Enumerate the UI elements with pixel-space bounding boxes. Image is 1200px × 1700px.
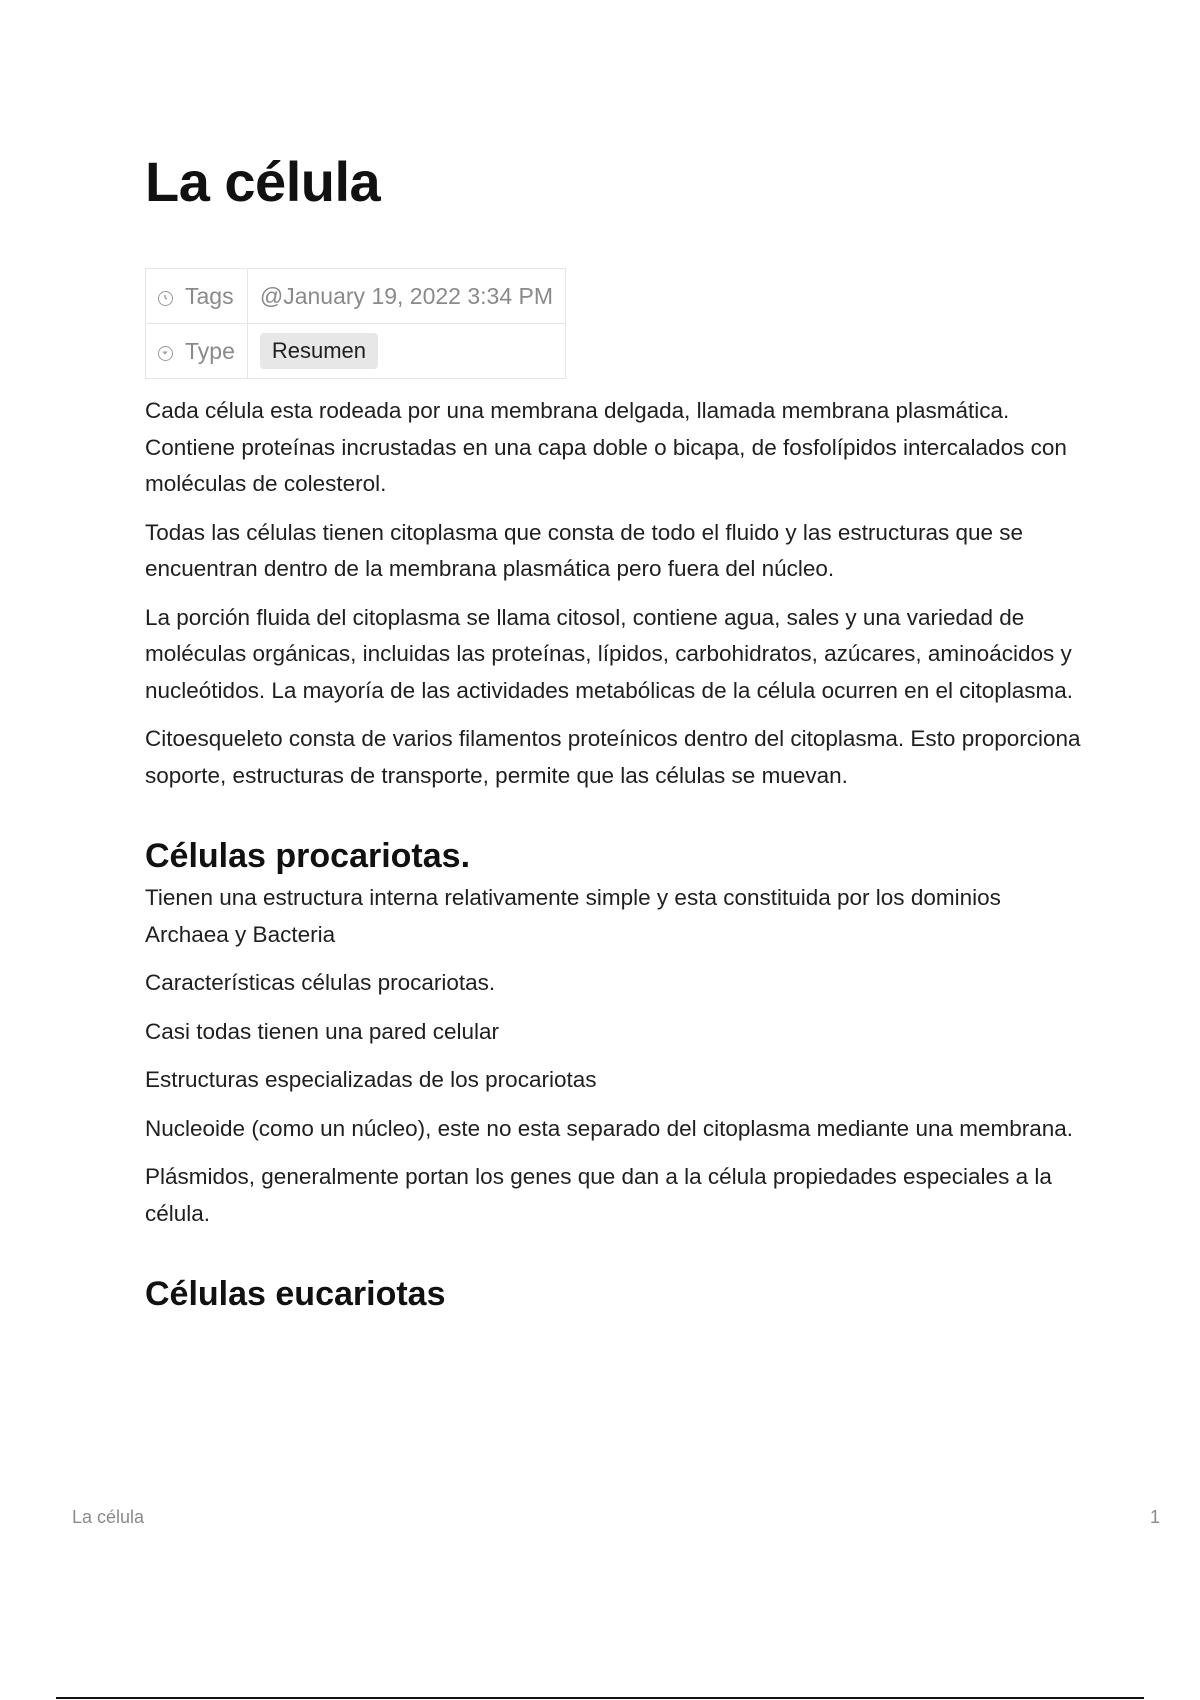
paragraph: Características células procariotas. bbox=[145, 970, 496, 995]
document-body bbox=[145, 140, 1085, 1318]
intro-section bbox=[145, 393, 1085, 794]
paragraph: Tienen una estructura interna relativamente simple y esta constituida por los dominios Archaea y Bacteria bbox=[145, 885, 1001, 947]
type-tag-chip[interactable]: Resumen bbox=[260, 333, 378, 369]
paragraph: Todas las células tienen citoplasma que consta de todo el fluido y las estructuras que se encuentran dentro de la membrana plasmática pero fuera del núcleo. bbox=[145, 519, 1024, 581]
property-row-type bbox=[146, 324, 566, 379]
page-title: La célula bbox=[145, 150, 381, 213]
footer-title: La célula bbox=[72, 1507, 145, 1527]
paragraph: Plásmidos, generalmente portan los genes que dan a la célula propiedades especiales a la célula. bbox=[145, 1164, 1052, 1226]
paragraph: Citoesqueleto consta de varios filamentos proteínicos dentro del citoplasma. Esto proporciona soporte, estructuras de transporte, permite que las células se muevan. bbox=[145, 726, 1081, 788]
paragraph: Casi todas tienen una pared celular bbox=[145, 1018, 499, 1044]
property-name-tags bbox=[146, 269, 248, 324]
section-heading-procariotas: Células procariotas. bbox=[145, 837, 471, 875]
property-value-tags[interactable]: @January 19, 2022 3:34 PM bbox=[247, 269, 565, 324]
property-label: Tags bbox=[185, 282, 234, 309]
paragraph: Cada célula esta rodeada por una membrana delgada, llamada membrana plasmática. Contiene proteínas incrustadas en una capa doble o bicapa, de fosfolípidos intercalados con moléculas de colesterol. bbox=[145, 398, 1067, 496]
property-label: Type bbox=[185, 337, 235, 364]
paragraph: Nucleoide (como un núcleo), este no esta separado del citoplasma mediante una membrana. bbox=[145, 1115, 1074, 1141]
clock-icon bbox=[158, 291, 173, 306]
properties-table bbox=[145, 268, 566, 379]
page-divider bbox=[56, 1697, 1144, 1699]
property-name-type bbox=[146, 324, 248, 379]
section-heading-eucariotas: Células eucariotas bbox=[145, 1275, 446, 1313]
paragraph: Estructuras especializadas de los procariotas bbox=[145, 1067, 597, 1092]
paragraph: La porción fluida del citoplasma se llama citosol, contiene agua, sales y una variedad de moléculas orgánicas, incluidas las proteínas, lípidos, carbohidratos, azúcares, aminoácidos y nucleótidos. La mayoría de las actividades metabólicas de la célula ocurren en el citoplasma. bbox=[145, 604, 1074, 703]
property-row-tags bbox=[146, 269, 566, 324]
section-procariotas bbox=[145, 880, 1085, 1232]
footer-page-number: 1 bbox=[1149, 1507, 1160, 1527]
property-value-type[interactable] bbox=[247, 324, 565, 379]
select-icon bbox=[158, 346, 173, 361]
